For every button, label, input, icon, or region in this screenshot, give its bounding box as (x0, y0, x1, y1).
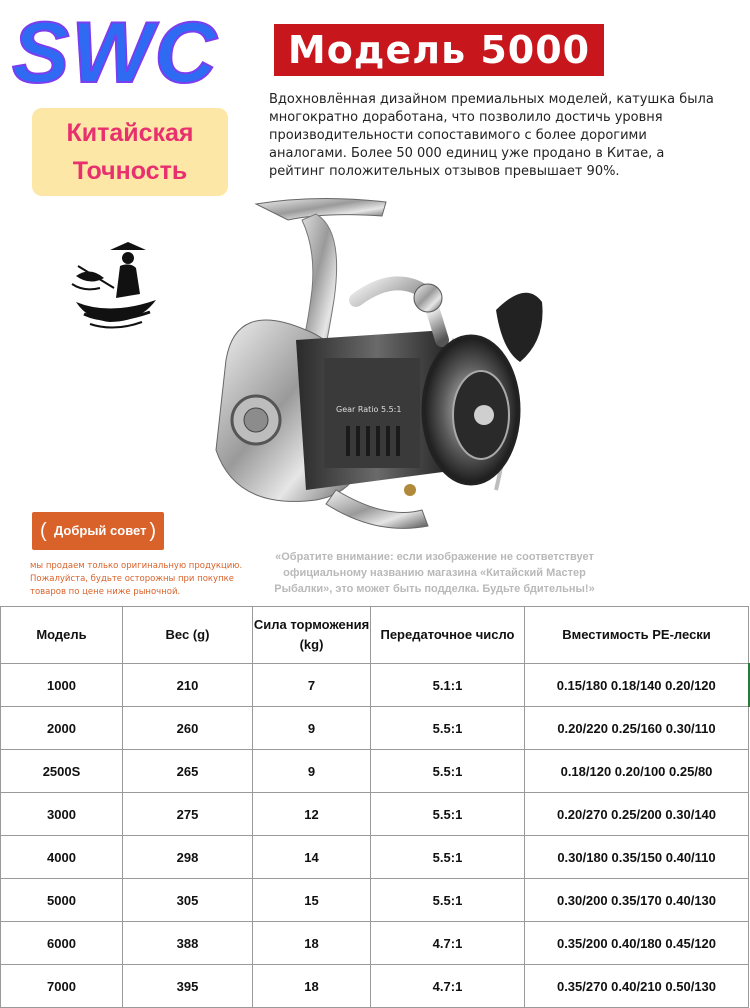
counterfeit-warning: «Обратите внимание: если изображение не соответствует официальному названию магазина «Китайский Мастер Рыбалки», это может быть подделка. Будьте бдительны!» (274, 551, 595, 595)
cell-gear-ratio: 5.5:1 (371, 793, 525, 836)
cell-weight: 395 (123, 965, 253, 1008)
cell-weight: 210 (123, 664, 253, 707)
spinning-reel-image (196, 190, 556, 550)
header-line-capacity: Вместимость PE-лески (525, 607, 749, 664)
cell-weight: 305 (123, 879, 253, 922)
cell-model: 5000 (1, 879, 123, 922)
header-weight: Вес (g) (123, 607, 253, 664)
cell-model: 6000 (1, 922, 123, 965)
paren-right-icon: ) (149, 520, 156, 542)
cell-model: 7000 (1, 965, 123, 1008)
cell-weight: 275 (123, 793, 253, 836)
cell-gear-ratio: 5.5:1 (371, 836, 525, 879)
cell-line-capacity: 0.30/180 0.35/150 0.40/110 (525, 836, 749, 879)
table-row (1, 965, 749, 1008)
table-row (1, 750, 749, 793)
cell-weight: 388 (123, 922, 253, 965)
product-description: Вдохновлённая дизайном премиальных моделей, катушка была многократно доработана, что позволило достичь уровня производительности сопоставимого с более дорогими аналогами. Более 50 000 единиц уже продано в Китае, а рейтинг положительных отзывов превышает 90%. (269, 92, 714, 179)
table-row (1, 836, 749, 879)
cell-drag: 18 (253, 922, 371, 965)
brand-logo (8, 4, 228, 96)
cell-line-capacity: 0.20/220 0.25/160 0.30/110 (525, 707, 749, 750)
cell-model: 3000 (1, 793, 123, 836)
precision-badge-line1: Китайская (66, 119, 194, 147)
table-header-row (1, 607, 749, 664)
cell-line-capacity: 0.15/180 0.18/140 0.20/120 (525, 664, 749, 707)
cell-model: 2500S (1, 750, 123, 793)
cell-gear-ratio: 4.7:1 (371, 922, 525, 965)
cell-line-capacity: 0.18/120 0.20/100 0.25/80 (525, 750, 749, 793)
cell-gear-ratio: 5.5:1 (371, 707, 525, 750)
cell-weight: 260 (123, 707, 253, 750)
cell-model: 1000 (1, 664, 123, 707)
cell-gear-ratio: 4.7:1 (371, 965, 525, 1008)
cell-drag: 9 (253, 707, 371, 750)
cell-line-capacity: 0.35/200 0.40/180 0.45/120 (525, 922, 749, 965)
cell-drag: 7 (253, 664, 371, 707)
table-row (1, 922, 749, 965)
brand-logo-text: SWC (12, 5, 219, 96)
spec-table (0, 606, 750, 1008)
cell-weight: 298 (123, 836, 253, 879)
model-title-banner: Модель 5000 (274, 24, 604, 76)
advice-badge (32, 512, 164, 550)
cell-drag: 15 (253, 879, 371, 922)
header-model: Модель (1, 607, 123, 664)
cell-line-capacity: 0.35/270 0.40/210 0.50/130 (525, 965, 749, 1008)
header-drag: Сила торможения (kg) (253, 607, 371, 664)
cell-drag: 9 (253, 750, 371, 793)
advice-note: мы продаем только оригинальную продукцию. Пожалуйста, будьте осторожны при покупке товаров по цене ниже рыночной. (30, 561, 243, 597)
table-row (1, 707, 749, 750)
cell-gear-ratio: 5.5:1 (371, 879, 525, 922)
cell-line-capacity: 0.30/200 0.35/170 0.40/130 (525, 879, 749, 922)
cell-weight: 265 (123, 750, 253, 793)
cell-gear-ratio: 5.1:1 (371, 664, 525, 707)
table-row (1, 664, 749, 707)
table-row (1, 793, 749, 836)
gear-ratio-label: Gear Ratio 5.5:1 (336, 405, 402, 414)
advice-label: Добрый совет (54, 523, 147, 538)
cell-drag: 14 (253, 836, 371, 879)
cell-drag: 12 (253, 793, 371, 836)
fisherman-emblem-icon (70, 236, 160, 332)
paren-left-icon: ( (40, 520, 47, 542)
header-gear-ratio: Передаточное число (371, 607, 525, 664)
cell-model: 4000 (1, 836, 123, 879)
precision-badge (32, 108, 228, 196)
table-row (1, 879, 749, 922)
cell-gear-ratio: 5.5:1 (371, 750, 525, 793)
cell-drag: 18 (253, 965, 371, 1008)
cell-line-capacity: 0.20/270 0.25/200 0.30/140 (525, 793, 749, 836)
precision-badge-line2: Точность (72, 157, 188, 185)
cell-model: 2000 (1, 707, 123, 750)
